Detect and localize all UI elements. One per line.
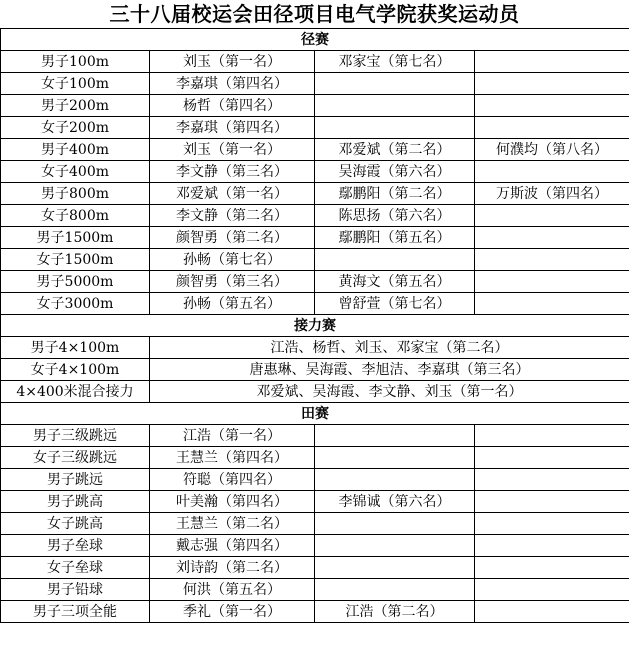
event-cell: 女子4×100m	[1, 359, 150, 381]
winner-cell	[475, 425, 629, 447]
event-cell: 男子垒球	[1, 535, 150, 557]
table-row	[1, 161, 629, 183]
event-cell: 4×400米混合接力	[1, 381, 150, 403]
winner-cell: 李嘉琪（第四名）	[150, 117, 315, 139]
winner-cell: 李文静（第二名）	[150, 205, 315, 227]
winner-cell	[315, 425, 475, 447]
winner-cell: 戴志强（第四名）	[150, 535, 315, 557]
winner-cell	[475, 447, 629, 469]
table-row	[1, 227, 629, 249]
winner-cell: 吴海霞（第六名）	[315, 161, 475, 183]
winner-cell	[475, 51, 629, 73]
relay-team-cell: 邓爱斌、吴海霞、李文静、刘玉（第一名）	[150, 381, 629, 403]
table-row	[1, 249, 629, 271]
event-cell: 男子800m	[1, 183, 150, 205]
table-row	[1, 205, 629, 227]
winner-cell	[475, 117, 629, 139]
winner-cell	[475, 73, 629, 95]
event-cell: 女子垒球	[1, 557, 150, 579]
table-row	[1, 271, 629, 293]
page-title: 三十八届校运会田径项目电气学院获奖运动员	[109, 2, 520, 26]
winner-cell: 孙畅（第五名）	[150, 293, 315, 315]
event-cell: 男子铅球	[1, 579, 150, 601]
table-row	[1, 381, 629, 403]
winner-cell: 叶美瀚（第四名）	[150, 491, 315, 513]
table-row	[1, 95, 629, 117]
event-cell: 男子1500m	[1, 227, 150, 249]
winner-cell: 李锦诚（第六名）	[315, 491, 475, 513]
table-row	[1, 535, 629, 557]
event-cell: 女子200m	[1, 117, 150, 139]
winner-cell	[475, 95, 629, 117]
table-row	[1, 183, 629, 205]
winner-cell: 季礼（第一名）	[150, 601, 315, 623]
table-row	[1, 469, 629, 491]
winner-cell: 邓爱斌（第二名）	[315, 139, 475, 161]
table-row	[1, 117, 629, 139]
table-row	[1, 139, 629, 161]
event-cell: 女子3000m	[1, 293, 150, 315]
event-cell: 男子跳远	[1, 469, 150, 491]
winner-cell	[315, 117, 475, 139]
winner-cell: 曾舒萱（第七名）	[315, 293, 475, 315]
event-cell: 女子400m	[1, 161, 150, 183]
event-cell: 女子三级跳远	[1, 447, 150, 469]
winner-cell: 李文静（第三名）	[150, 161, 315, 183]
table-row	[1, 73, 629, 95]
winner-cell	[475, 227, 629, 249]
event-cell: 男子400m	[1, 139, 150, 161]
winner-cell: 王慧兰（第四名）	[150, 447, 315, 469]
table-row	[1, 337, 629, 359]
winner-cell: 黄海文（第五名）	[315, 271, 475, 293]
table-row	[1, 293, 629, 315]
winner-cell: 鄢鹏阳（第五名）	[315, 227, 475, 249]
winner-cell	[475, 205, 629, 227]
winner-cell: 江浩（第一名）	[150, 425, 315, 447]
winner-cell	[475, 271, 629, 293]
winner-cell: 杨哲（第四名）	[150, 95, 315, 117]
winner-cell	[315, 535, 475, 557]
winner-cell	[475, 293, 629, 315]
event-cell: 男子三项全能	[1, 601, 150, 623]
winner-cell	[475, 579, 629, 601]
winner-cell: 孙畅（第七名）	[150, 249, 315, 271]
winner-cell: 颜智勇（第三名）	[150, 271, 315, 293]
relay-team-cell: 唐惠琳、吴海霞、李旭洁、李嘉琪（第三名）	[150, 359, 629, 381]
section-heading-field: 田赛	[1, 403, 629, 425]
winner-cell: 王慧兰（第二名）	[150, 513, 315, 535]
winner-cell: 符聪（第四名）	[150, 469, 315, 491]
results-table	[0, 28, 629, 623]
event-cell: 女子100m	[1, 73, 150, 95]
section-heading-track: 径赛	[1, 29, 629, 51]
winner-cell: 刘诗韵（第二名）	[150, 557, 315, 579]
event-cell: 女子1500m	[1, 249, 150, 271]
winner-cell	[315, 469, 475, 491]
event-cell: 男子跳高	[1, 491, 150, 513]
winner-cell: 陈思扬（第六名）	[315, 205, 475, 227]
winner-cell	[315, 95, 475, 117]
event-cell: 男子4×100m	[1, 337, 150, 359]
table-row	[1, 601, 629, 623]
winner-cell	[475, 557, 629, 579]
winner-cell	[475, 513, 629, 535]
table-row	[1, 491, 629, 513]
section-row-field	[1, 403, 629, 425]
winner-cell	[475, 469, 629, 491]
section-heading-relay: 接力赛	[1, 315, 629, 337]
winner-cell	[475, 249, 629, 271]
event-cell: 女子800m	[1, 205, 150, 227]
winner-cell	[315, 579, 475, 601]
winner-cell	[475, 491, 629, 513]
table-row	[1, 513, 629, 535]
winner-cell	[315, 513, 475, 535]
relay-team-cell: 江浩、杨哲、刘玉、邓家宝（第二名）	[150, 337, 629, 359]
winner-cell: 邓爱斌（第一名）	[150, 183, 315, 205]
winner-cell: 江浩（第二名）	[315, 601, 475, 623]
event-cell: 女子跳高	[1, 513, 150, 535]
winner-cell: 何濮均（第八名）	[475, 139, 629, 161]
winner-cell	[315, 557, 475, 579]
table-row	[1, 579, 629, 601]
winner-cell: 鄢鹏阳（第二名）	[315, 183, 475, 205]
table-row	[1, 51, 629, 73]
event-cell: 男子100m	[1, 51, 150, 73]
winner-cell	[475, 535, 629, 557]
section-row-track	[1, 29, 629, 51]
winner-cell	[315, 249, 475, 271]
winner-cell: 刘玉（第一名）	[150, 51, 315, 73]
winner-cell: 颜智勇（第二名）	[150, 227, 315, 249]
table-row	[1, 425, 629, 447]
winner-cell	[315, 447, 475, 469]
event-cell: 男子5000m	[1, 271, 150, 293]
section-row-relay	[1, 315, 629, 337]
table-row	[1, 557, 629, 579]
event-cell: 男子200m	[1, 95, 150, 117]
winner-cell: 何洪（第五名）	[150, 579, 315, 601]
winner-cell: 邓家宝（第七名）	[315, 51, 475, 73]
table-row	[1, 359, 629, 381]
winner-cell	[475, 161, 629, 183]
winner-cell: 万斯波（第四名）	[475, 183, 629, 205]
winner-cell: 刘玉（第一名）	[150, 139, 315, 161]
winner-cell	[315, 73, 475, 95]
table-row	[1, 447, 629, 469]
winner-cell: 李嘉琪（第四名）	[150, 73, 315, 95]
event-cell: 男子三级跳远	[1, 425, 150, 447]
winner-cell	[475, 601, 629, 623]
